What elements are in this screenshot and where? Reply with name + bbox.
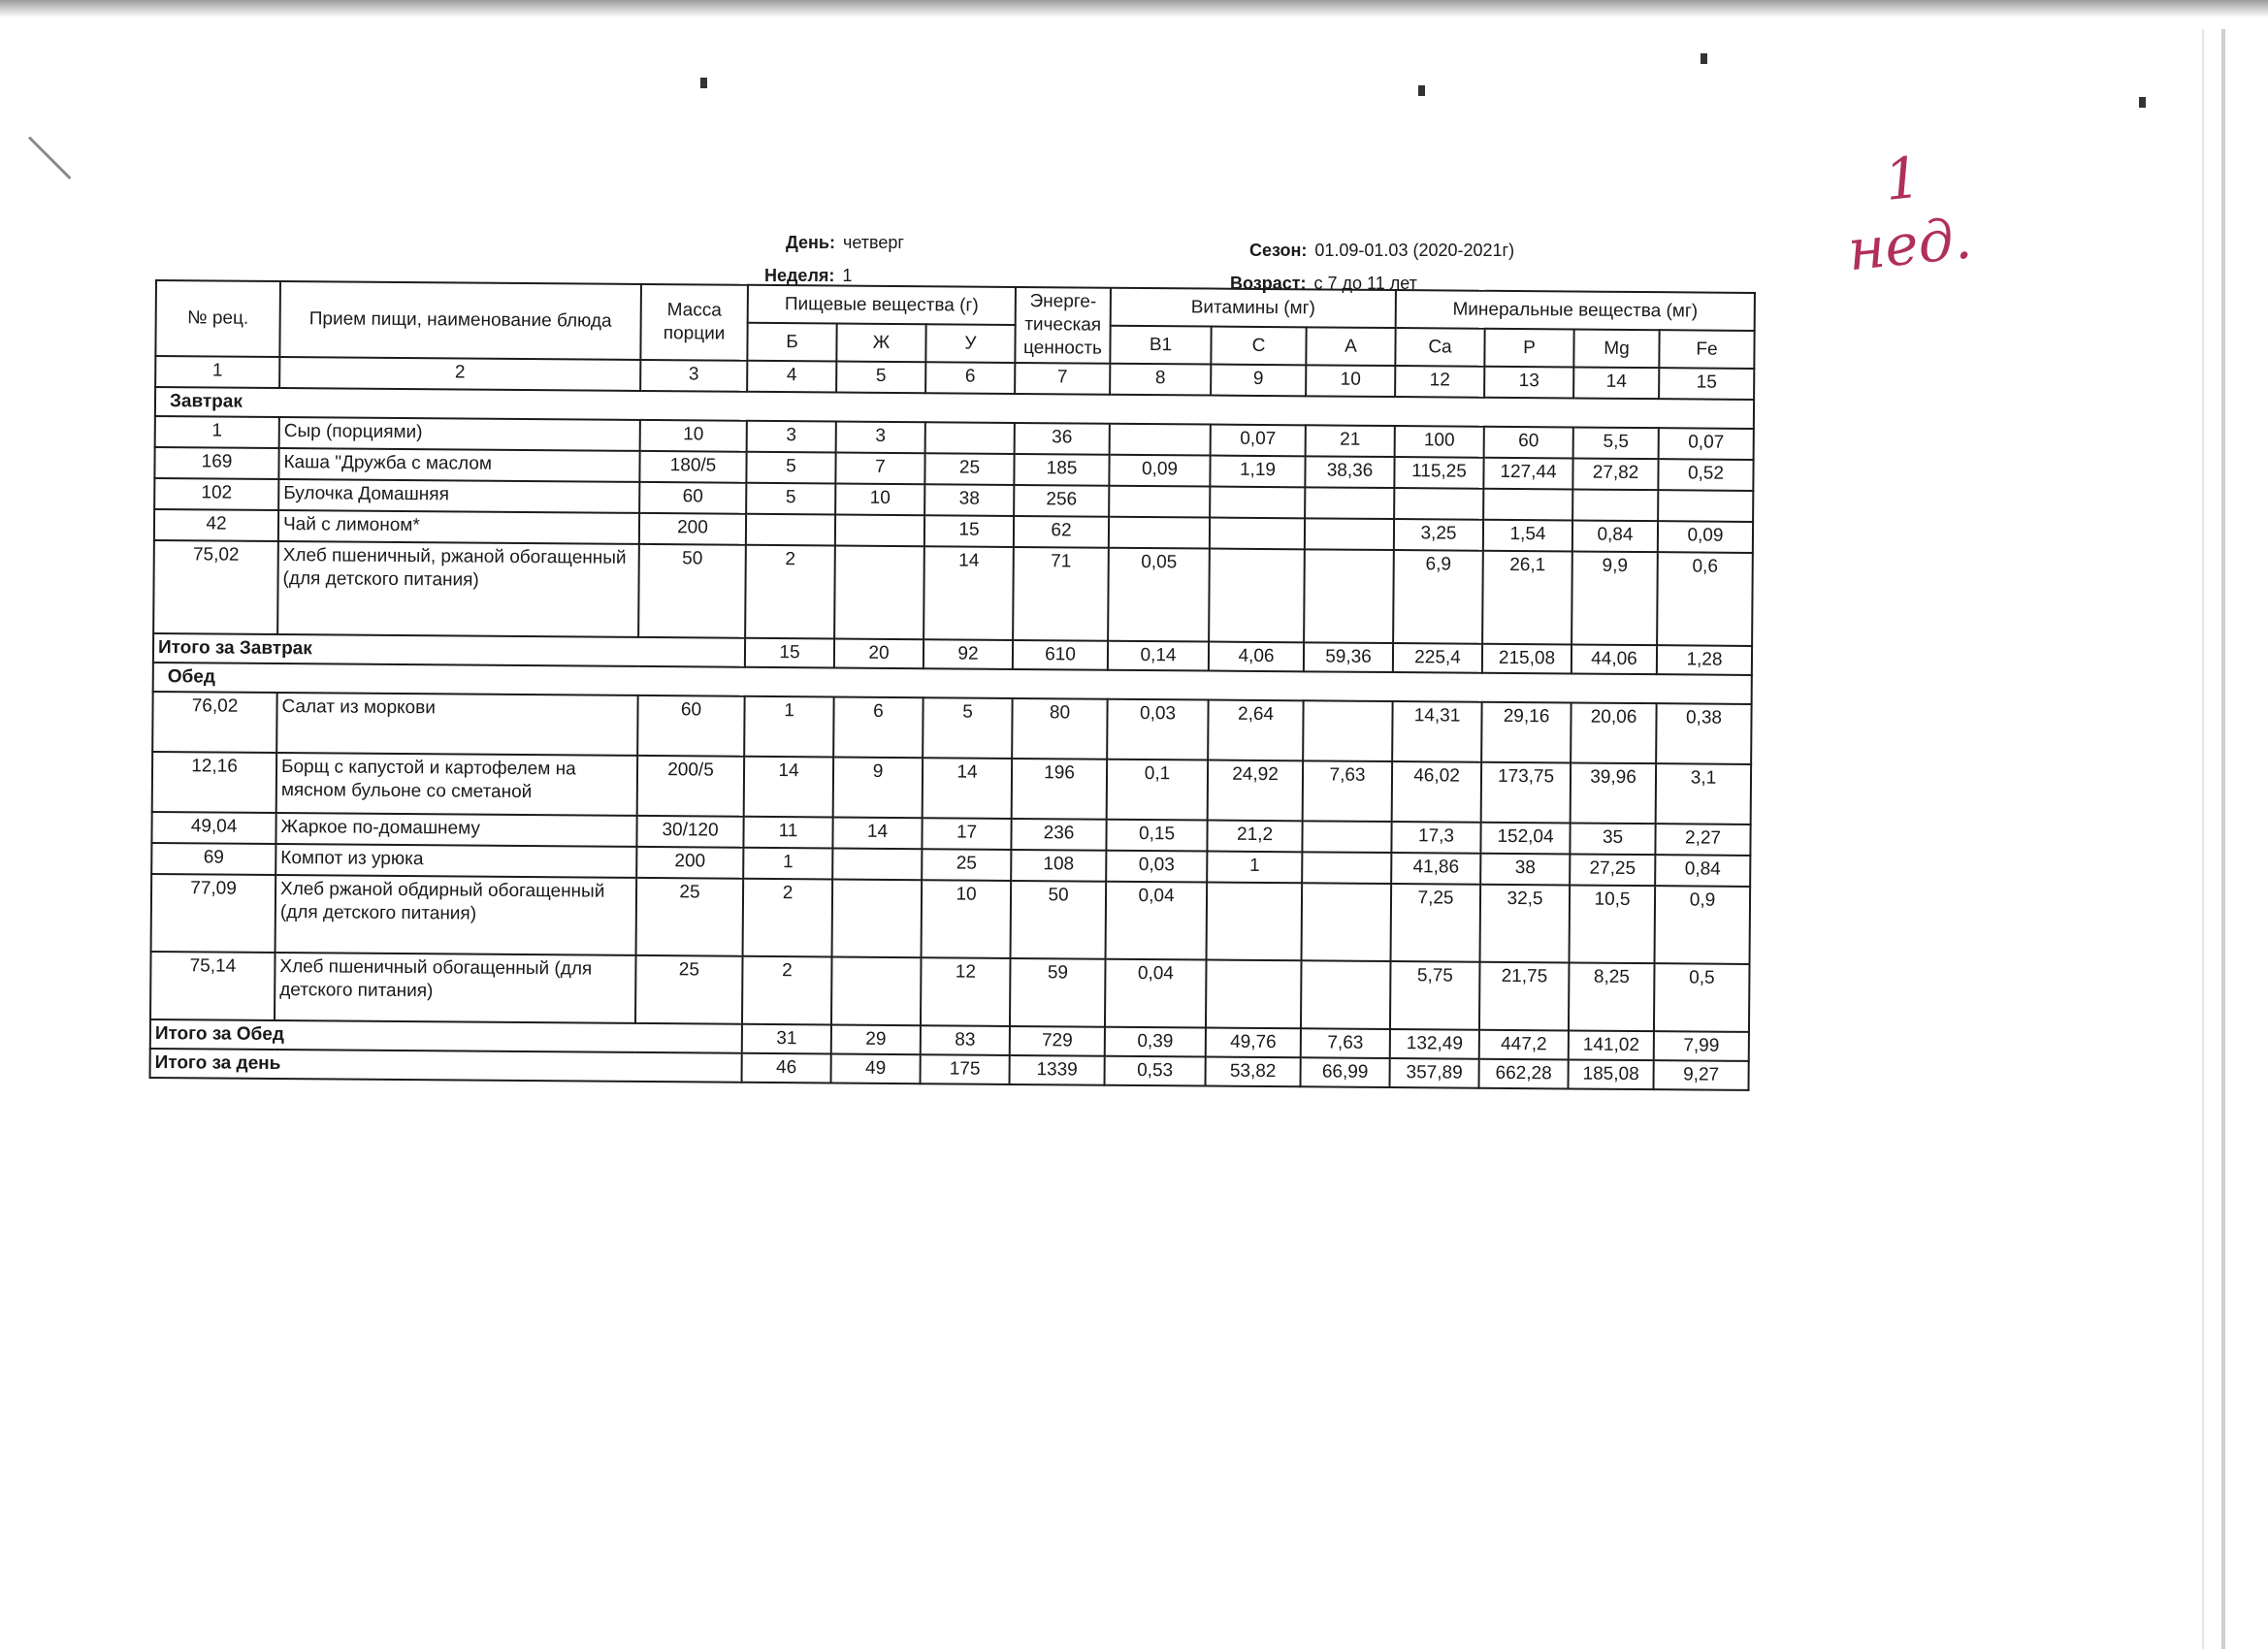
table-cell: 2 xyxy=(743,879,833,957)
scan-speck xyxy=(700,78,707,88)
total-value: 357,89 xyxy=(1390,1058,1479,1088)
dish-name: Компот из урюка xyxy=(275,844,636,878)
handwritten-note: 1 нед. xyxy=(1844,144,1975,284)
table-cell: 25 xyxy=(636,878,744,956)
table-cell: 25 xyxy=(922,849,1011,881)
table-cell: 0,07 xyxy=(1659,428,1754,460)
table-cell: 0,38 xyxy=(1656,703,1751,764)
total-value: 610 xyxy=(1013,640,1108,670)
total-value: 447,2 xyxy=(1479,1030,1569,1060)
total-value: 1,28 xyxy=(1657,645,1752,675)
column-index-cell: 6 xyxy=(925,362,1015,394)
table-row xyxy=(151,874,1751,964)
dish-name: Жаркое по-домашнему xyxy=(275,813,636,847)
total-value: 7,99 xyxy=(1654,1031,1749,1061)
table-cell: 17,3 xyxy=(1391,822,1480,854)
table-cell: 38,36 xyxy=(1305,456,1394,488)
table-cell: 60 xyxy=(637,695,744,757)
total-value: 29 xyxy=(831,1024,921,1054)
table-cell: 0,52 xyxy=(1658,459,1753,491)
dish-name: Чай с лимоном* xyxy=(278,510,639,544)
column-index-cell: 5 xyxy=(836,362,925,394)
table-cell: 75,14 xyxy=(150,952,275,1020)
table-cell: 0,84 xyxy=(1655,855,1750,887)
col-num-header: № рец. xyxy=(155,280,280,357)
dish-name: Салат из моркови xyxy=(276,693,637,756)
season-label: Сезон: xyxy=(1249,241,1308,260)
total-value: 49,76 xyxy=(1206,1028,1301,1058)
table-cell: 38 xyxy=(924,484,1014,516)
table-cell: 169 xyxy=(154,447,278,479)
table-cell: 17 xyxy=(922,818,1011,850)
table-cell: 6,9 xyxy=(1393,550,1483,644)
table-cell: 196 xyxy=(1012,759,1107,820)
table-cell: 30/120 xyxy=(636,816,743,848)
table-cell: 2 xyxy=(742,956,832,1025)
total-value: 0,39 xyxy=(1105,1027,1206,1057)
table-cell: 77,09 xyxy=(151,874,276,953)
table-cell: 100 xyxy=(1395,426,1484,458)
table-cell: 3,25 xyxy=(1394,519,1483,551)
table-cell xyxy=(1305,487,1394,519)
table-cell: 1 xyxy=(1207,852,1302,884)
season-value: 01.09-01.03 (2020-2021г) xyxy=(1314,241,1515,260)
table-cell xyxy=(832,880,923,958)
staple-mark xyxy=(28,136,72,179)
table-cell: 0,6 xyxy=(1657,552,1753,646)
col-b1: B1 xyxy=(1110,326,1211,365)
col-b: Б xyxy=(747,323,836,362)
table-cell: 20,06 xyxy=(1571,702,1656,763)
table-cell: 0,05 xyxy=(1108,548,1210,642)
day-value: четверг xyxy=(843,233,904,252)
col-c: C xyxy=(1211,327,1306,366)
table-cell xyxy=(1302,821,1391,853)
table-cell: 60 xyxy=(639,482,746,514)
table-cell: 8,25 xyxy=(1569,962,1655,1031)
vitamins-header: Витамины (мг) xyxy=(1111,288,1396,328)
table-cell: 5 xyxy=(746,483,835,515)
table-cell: 1 xyxy=(155,416,279,448)
table-cell xyxy=(1210,518,1305,550)
table-cell: 0,03 xyxy=(1107,699,1208,760)
table-cell: 27,82 xyxy=(1572,458,1658,490)
table-cell: 0,84 xyxy=(1572,520,1658,552)
minerals-header: Минеральные вещества (мг) xyxy=(1396,290,1755,331)
table-cell: 27,25 xyxy=(1570,854,1655,886)
table-cell xyxy=(1206,960,1302,1029)
table-cell: 6 xyxy=(833,697,923,759)
table-cell xyxy=(1304,549,1394,643)
age-value: с 7 до 11 лет xyxy=(1313,274,1417,293)
total-value: 83 xyxy=(921,1025,1010,1055)
table-cell: 115,25 xyxy=(1394,457,1483,489)
table-cell: 35 xyxy=(1570,823,1655,855)
table-cell: 5 xyxy=(746,452,835,484)
table-cell xyxy=(1301,960,1391,1029)
column-index-cell: 3 xyxy=(640,360,747,392)
total-value: 0,53 xyxy=(1105,1056,1206,1086)
page-edge-shadow-inner xyxy=(2202,29,2204,1649)
table-cell: 0,09 xyxy=(1658,521,1753,553)
table-cell: 185 xyxy=(1014,454,1109,486)
table-cell xyxy=(1110,424,1211,456)
table-cell: 0,07 xyxy=(1211,425,1306,457)
column-index-cell: 4 xyxy=(747,361,836,393)
column-index-cell: 9 xyxy=(1211,365,1306,397)
table-cell: 3,1 xyxy=(1656,763,1751,824)
table-cell: 127,44 xyxy=(1483,458,1572,490)
table-cell: 29,16 xyxy=(1481,702,1571,763)
table-cell xyxy=(1303,700,1392,761)
table-cell: 200/5 xyxy=(637,756,744,817)
table-cell: 26,1 xyxy=(1482,551,1572,645)
table-cell: 59 xyxy=(1010,958,1106,1027)
total-value: 132,49 xyxy=(1390,1029,1479,1059)
table-cell: 173,75 xyxy=(1481,762,1571,824)
table-cell: 24,92 xyxy=(1208,760,1303,822)
table-cell: 2,64 xyxy=(1208,700,1303,761)
day-header xyxy=(786,233,904,253)
nutrients-header: Пищевые вещества (г) xyxy=(748,285,1016,325)
table-cell: 21,75 xyxy=(1479,962,1570,1031)
table-cell: 102 xyxy=(154,478,278,510)
table-cell xyxy=(1483,489,1572,521)
total-value: 215,08 xyxy=(1482,644,1571,674)
col-a: A xyxy=(1306,327,1395,366)
total-value: 20 xyxy=(834,639,923,669)
total-value: 0,14 xyxy=(1108,641,1209,671)
table-cell: 152,04 xyxy=(1480,823,1570,855)
total-value: 662,28 xyxy=(1479,1059,1569,1089)
col-u: У xyxy=(925,324,1015,363)
table-cell: 108 xyxy=(1011,850,1106,882)
column-index-cell: 13 xyxy=(1484,367,1573,399)
lunch-total-label: Итого за Обед xyxy=(150,1019,742,1053)
table-cell xyxy=(1207,883,1303,961)
table-cell: 200 xyxy=(636,847,743,879)
table-cell: 0,1 xyxy=(1107,760,1208,821)
table-cell: 10 xyxy=(922,880,1012,958)
dish-name: Хлеб ржаной обдирный обогащенный (для детского питания) xyxy=(275,875,637,955)
table-cell xyxy=(835,515,924,547)
table-cell: 46,02 xyxy=(1392,761,1481,823)
column-index-cell: 15 xyxy=(1659,368,1754,400)
table-cell xyxy=(1572,489,1658,521)
column-index-cell: 14 xyxy=(1573,367,1659,399)
table-cell: 75,02 xyxy=(153,540,278,634)
table-cell: 25 xyxy=(924,453,1014,485)
total-value: 49 xyxy=(831,1053,921,1083)
table-cell xyxy=(1394,488,1483,520)
table-cell: 0,04 xyxy=(1106,882,1208,960)
table-cell xyxy=(1109,486,1210,518)
table-cell: 12,16 xyxy=(152,752,276,813)
table-cell: 2 xyxy=(745,545,835,639)
table-cell: 0,5 xyxy=(1654,963,1750,1032)
table-cell: 50 xyxy=(1011,881,1107,959)
col-ca: Ca xyxy=(1395,328,1484,367)
total-value: 31 xyxy=(742,1024,831,1054)
table-cell: 9 xyxy=(833,758,923,819)
table-cell: 256 xyxy=(1014,485,1109,517)
total-value: 59,36 xyxy=(1304,642,1393,672)
table-cell: 15 xyxy=(924,515,1014,547)
table-cell xyxy=(1302,883,1392,961)
table-cell: 80 xyxy=(1012,698,1107,760)
age-label: Возраст: xyxy=(1230,274,1307,293)
column-index-cell: 10 xyxy=(1306,365,1395,397)
lunch-section-title: Обед xyxy=(153,663,1752,704)
column-index-cell: 7 xyxy=(1015,363,1110,395)
breakfast-section-title: Завтрак xyxy=(155,387,1754,429)
dish-name: Хлеб пшеничный обогащенный (для детского питания) xyxy=(275,953,636,1023)
total-value: 7,63 xyxy=(1301,1028,1390,1058)
dish-name: Каша "Дружба с маслом xyxy=(278,448,639,482)
table-cell: 200 xyxy=(639,513,746,545)
table-cell: 7 xyxy=(835,453,924,485)
scan-edge xyxy=(0,0,2268,17)
table-cell: 10 xyxy=(835,484,924,516)
table-cell: 25 xyxy=(635,955,743,1024)
table-cell: 14 xyxy=(923,546,1014,640)
table-cell: 76,02 xyxy=(152,692,276,753)
column-index-cell: 8 xyxy=(1110,364,1211,396)
breakfast-total-label: Итого за Завтрак xyxy=(153,633,745,667)
column-index-cell: 1 xyxy=(155,356,279,388)
table-cell: 0,15 xyxy=(1106,820,1207,852)
dish-name: Сыр (порциями) xyxy=(279,417,640,451)
table-cell: 11 xyxy=(743,817,832,849)
table-cell: 14,31 xyxy=(1392,701,1481,762)
total-value: 9,27 xyxy=(1654,1060,1749,1090)
total-value: 44,06 xyxy=(1571,644,1657,674)
col-mass-header: Масса порции xyxy=(640,284,748,361)
table-cell: 69 xyxy=(151,843,275,875)
table-cell: 3 xyxy=(747,421,836,453)
season-header xyxy=(1249,241,1514,261)
menu-table xyxy=(149,279,1756,1091)
col-fe: Fe xyxy=(1659,330,1754,369)
table-cell: 38 xyxy=(1480,854,1570,886)
table-cell: 10,5 xyxy=(1570,885,1656,963)
total-value: 185,08 xyxy=(1569,1059,1654,1089)
energy-header: Энерге-тическая ценность xyxy=(1015,287,1111,364)
table-cell: 5,5 xyxy=(1573,427,1659,459)
table-cell xyxy=(746,514,835,546)
scan-speck xyxy=(2139,97,2146,108)
table-cell: 12 xyxy=(921,957,1011,1026)
menu-body xyxy=(150,356,1755,1090)
table-cell: 7,25 xyxy=(1391,884,1481,962)
table-cell: 236 xyxy=(1011,819,1106,851)
table-cell: 21,2 xyxy=(1207,821,1302,853)
table-cell: 7,63 xyxy=(1303,760,1392,822)
table-cell: 14 xyxy=(832,818,922,850)
table-cell: 0,03 xyxy=(1106,851,1207,883)
table-cell: 1,54 xyxy=(1483,520,1572,552)
table-cell: 50 xyxy=(638,544,746,638)
total-value: 1339 xyxy=(1010,1055,1105,1085)
table-cell: 1,19 xyxy=(1210,456,1305,488)
table-cell: 49,04 xyxy=(151,812,275,844)
total-value: 15 xyxy=(745,638,834,668)
table-cell: 14 xyxy=(744,757,833,818)
week-header xyxy=(764,266,852,286)
table-cell: 14 xyxy=(923,758,1013,819)
table-cell xyxy=(1109,517,1210,549)
total-value: 66,99 xyxy=(1301,1057,1390,1087)
table-cell: 3 xyxy=(836,422,925,454)
table-cell: 1 xyxy=(744,696,833,758)
table-cell: 9,9 xyxy=(1571,551,1658,645)
table-cell: 0,09 xyxy=(1109,455,1210,487)
table-cell xyxy=(925,422,1015,454)
dish-name: Борщ с капустой и картофелем на мясном бульоне со сметаной xyxy=(276,753,637,816)
table-cell: 42 xyxy=(154,509,278,541)
scan-speck xyxy=(1418,85,1425,96)
table-cell xyxy=(1209,549,1305,643)
column-index-cell: 12 xyxy=(1395,366,1484,398)
col-name-header: Прием пищи, наименование блюда xyxy=(279,281,641,360)
table-cell xyxy=(1305,518,1394,550)
table-cell: 71 xyxy=(1013,547,1109,641)
table-cell: 32,5 xyxy=(1480,885,1571,963)
day-label: День: xyxy=(786,233,835,252)
table-cell: 1 xyxy=(743,848,832,880)
table-cell: 5,75 xyxy=(1390,961,1480,1030)
table-row xyxy=(150,952,1750,1032)
day-total-label: Итого за день xyxy=(150,1049,742,1083)
table-cell: 21 xyxy=(1306,425,1395,457)
total-value: 141,02 xyxy=(1569,1030,1654,1060)
column-index-cell: 2 xyxy=(279,357,640,391)
table-cell: 39,96 xyxy=(1571,762,1656,824)
table-cell: 5 xyxy=(923,697,1013,759)
scan-speck xyxy=(1701,53,1707,64)
dish-name: Хлеб пшеничный, ржаной обогащенный (для детского питания) xyxy=(277,541,639,637)
table-cell xyxy=(1210,487,1305,519)
table-cell: 180/5 xyxy=(639,451,746,483)
total-value: 175 xyxy=(921,1054,1010,1084)
table-cell xyxy=(1302,852,1391,884)
table-cell xyxy=(831,956,922,1025)
week-value: 1 xyxy=(842,266,853,285)
page-edge-shadow xyxy=(2221,29,2225,1649)
table-cell: 36 xyxy=(1015,423,1110,455)
total-value: 225,4 xyxy=(1393,643,1482,673)
table-cell xyxy=(1658,490,1753,522)
table-cell xyxy=(832,849,922,881)
total-value: 92 xyxy=(923,639,1013,669)
dish-name: Булочка Домашняя xyxy=(278,479,639,513)
table-row xyxy=(153,540,1753,646)
table-cell: 60 xyxy=(1484,427,1573,459)
col-mg: Mg xyxy=(1573,329,1659,368)
total-value: 53,82 xyxy=(1206,1057,1301,1087)
table-cell: 41,86 xyxy=(1391,853,1480,885)
total-value: 4,06 xyxy=(1209,642,1304,672)
table-cell: 0,04 xyxy=(1105,959,1207,1028)
col-zh: Ж xyxy=(836,324,925,363)
table-cell: 0,9 xyxy=(1655,886,1751,964)
table-cell: 10 xyxy=(640,420,747,452)
table-cell: 2,27 xyxy=(1655,824,1750,856)
week-label: Неделя: xyxy=(764,266,835,285)
total-value: 729 xyxy=(1010,1026,1105,1056)
col-p: P xyxy=(1484,329,1573,368)
table-cell xyxy=(834,546,924,640)
total-value: 46 xyxy=(742,1053,831,1083)
table-cell: 62 xyxy=(1014,516,1109,548)
